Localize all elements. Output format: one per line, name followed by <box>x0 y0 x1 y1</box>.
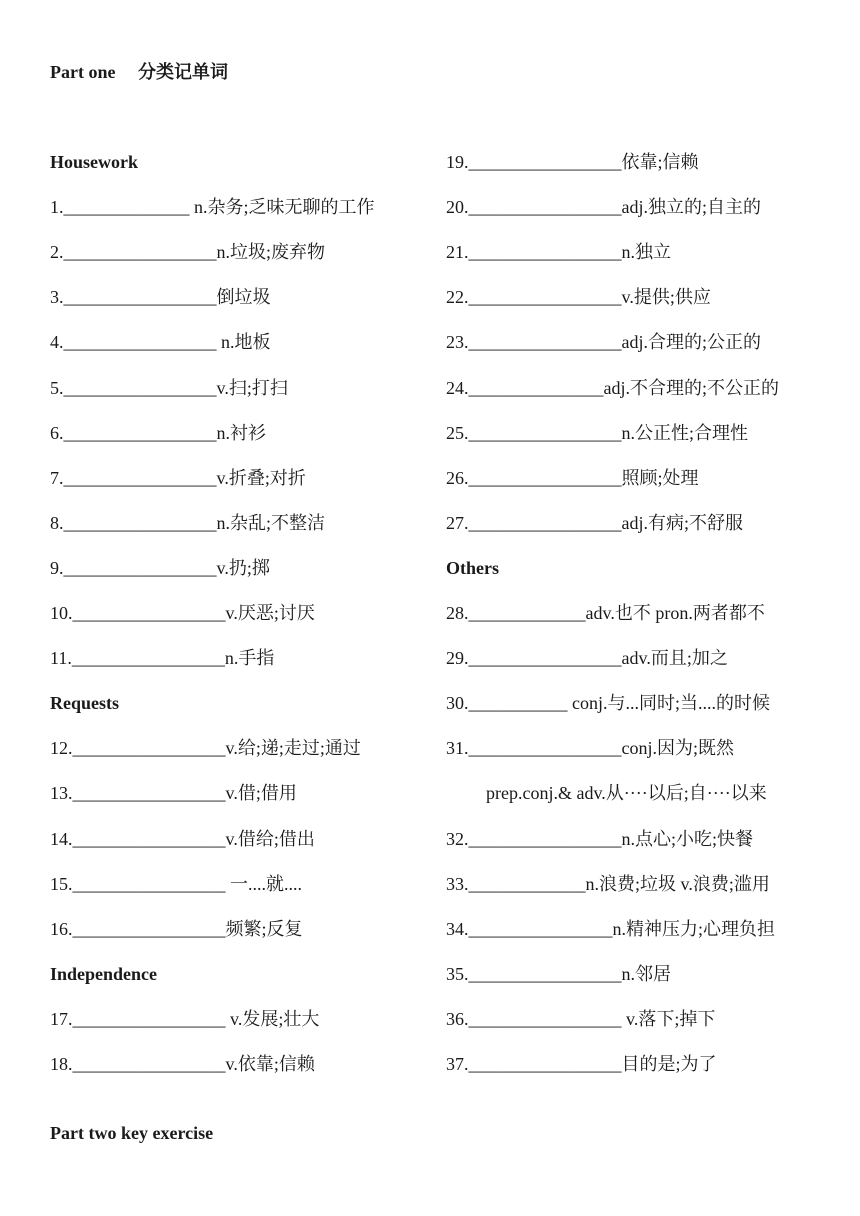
vocab-item: 30.___________ conj.与...同时;当....的时候 <box>446 693 770 713</box>
vocab-item: 25._________________n.公正性;合理性 <box>446 423 749 443</box>
vocab-item: 2._________________n.垃圾;废弃物 <box>50 242 326 262</box>
vocab-item: 7._________________v.折叠;对折 <box>50 468 306 488</box>
vocab-item: 32._________________n.点心;小吃;快餐 <box>446 829 754 849</box>
section-heading: Requests <box>50 693 120 713</box>
vocab-item: 31._________________conj.因为;既然 <box>446 738 734 758</box>
vocab-item: 1.______________ n.杂务;乏味无聊的工作 <box>50 197 375 217</box>
vocab-item: 28._____________adv.也不 pron.两者都不 <box>446 603 765 623</box>
vocab-item: 34.________________n.精神压力;心理负担 <box>446 919 776 939</box>
vocab-item: 8._________________n.杂乱;不整洁 <box>50 513 326 533</box>
vocab-item: 10._________________v.厌恶;讨厌 <box>50 603 315 623</box>
vocab-item: 37._________________目的是;为了 <box>446 1054 717 1074</box>
vocab-item: 11._________________n.手指 <box>50 648 275 668</box>
part-one-title: Part one 分类记单词 <box>50 62 228 82</box>
vocab-item: 15._________________ 一....就.... <box>50 874 302 894</box>
section-heading: Independence <box>50 964 158 984</box>
vocab-item: 6._________________n.衬衫 <box>50 423 266 443</box>
vocab-item: 19._________________依靠;信赖 <box>446 152 699 172</box>
vocab-item: 4._________________ n.地板 <box>50 332 271 352</box>
vocab-item: prep.conj.& adv.从····以后;自····以来 <box>486 783 767 803</box>
vocab-item: 5._________________v.扫;打扫 <box>50 378 288 398</box>
vocab-item: 26._________________照顾;处理 <box>446 468 699 488</box>
vocab-item: 21._________________n.独立 <box>446 242 671 262</box>
vocab-item: 9._________________v.扔;掷 <box>50 558 270 578</box>
vocab-item: 35._________________n.邻居 <box>446 964 671 984</box>
vocab-item: 22._________________v.提供;供应 <box>446 287 711 307</box>
vocab-item: 18._________________v.依靠;信赖 <box>50 1054 315 1074</box>
vocab-item: 12._________________v.给;递;走过;通过 <box>50 738 361 758</box>
vocab-item: 29._________________adv.而且;加之 <box>446 648 728 668</box>
vocab-item: 23._________________adj.合理的;公正的 <box>446 332 761 352</box>
vocab-item: 14._________________v.借给;借出 <box>50 829 315 849</box>
vocab-item: 24._______________adj.不合理的;不公正的 <box>446 378 779 398</box>
vocab-item: 27._________________adj.有病;不舒服 <box>446 513 743 533</box>
section-heading: Others <box>446 558 499 578</box>
vocab-item: 3._________________倒垃圾 <box>50 287 271 307</box>
vocab-item: 36._________________ v.落下;掉下 <box>446 1009 716 1029</box>
vocab-item: 20._________________adj.独立的;自主的 <box>446 197 761 217</box>
vocab-item: 16._________________频繁;反复 <box>50 919 303 939</box>
vocab-item: 13._________________v.借;借用 <box>50 783 297 803</box>
vocab-item: 33._____________n.浪费;垃圾 v.浪费;滥用 <box>446 874 770 894</box>
section-heading: Housework <box>50 152 139 172</box>
vocab-item: 17._________________ v.发展;壮大 <box>50 1009 320 1029</box>
part-two-title: Part two key exercise <box>50 1123 214 1143</box>
